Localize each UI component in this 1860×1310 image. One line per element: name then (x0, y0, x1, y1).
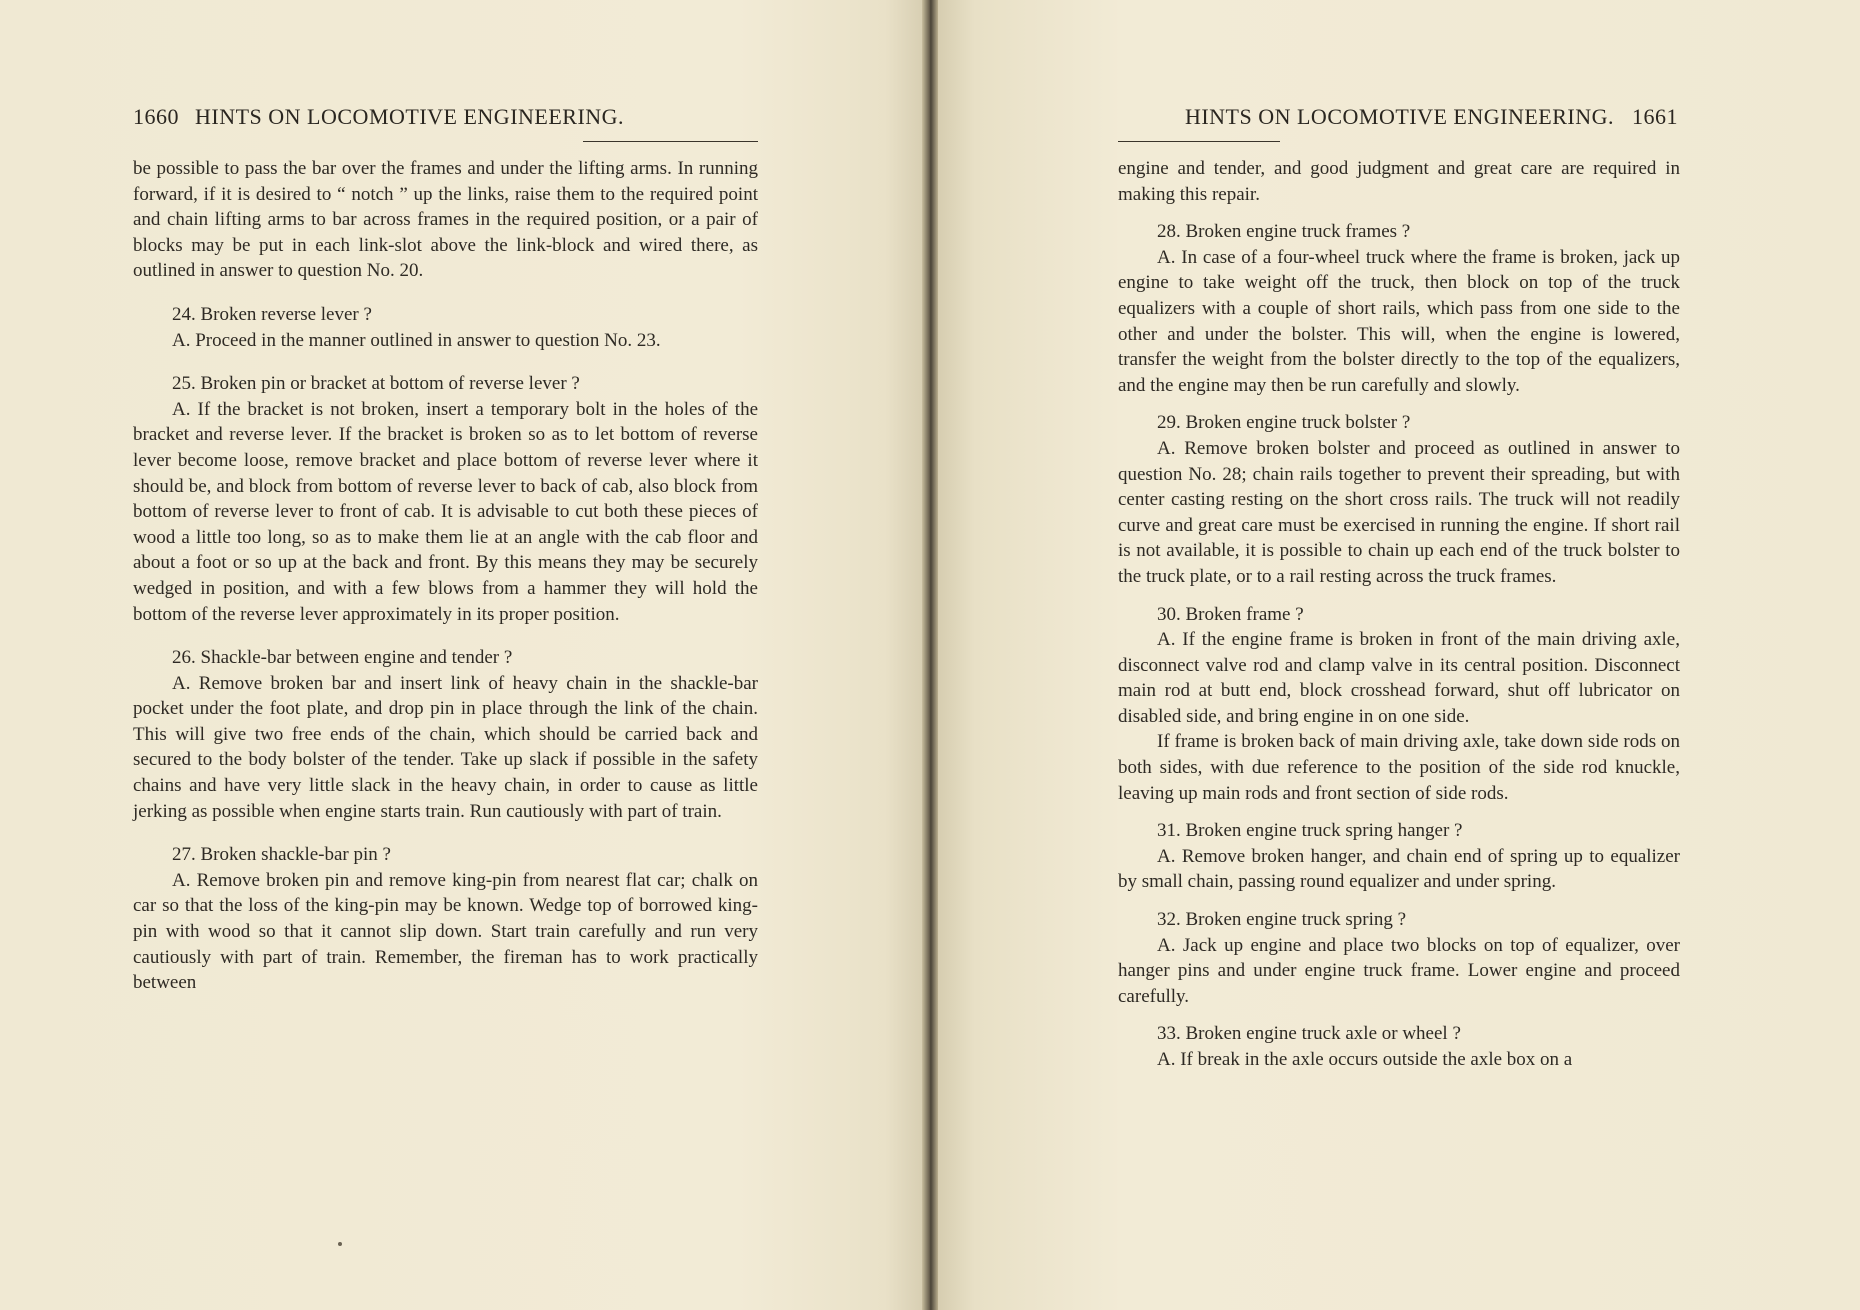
answer-32: A. Jack up engine and place two blocks on top of equalizer, over hanger pins and under engine truck frame. Lower engine and proceed carefully. (1118, 934, 1680, 1007)
question-33: 33. Broken engine truck axle or wheel ? (1157, 1023, 1461, 1045)
question-24: 24. Broken reverse lever ? (172, 303, 372, 325)
book-gutter (922, 0, 938, 1310)
answer-33: A. If break in the axle occurs outside the axle box on a (1157, 1049, 1573, 1070)
paper-speck (338, 1242, 342, 1246)
answer-31: A. Remove broken hanger, and chain end of spring up to equalizer by small chain, passing round equalizer and under spring. (1118, 845, 1680, 893)
right-page-number: 1661 (1632, 104, 1678, 129)
left-running-title: HINTS ON LOCOMOTIVE ENGINEERING. (195, 104, 625, 129)
question-28: 28. Broken engine truck frames ? (1157, 221, 1411, 243)
question-30: 30. Broken frame ? (1157, 603, 1304, 625)
right-header-rule (1118, 141, 1280, 142)
left-running-header (133, 104, 757, 130)
right-running-title: HINTS ON LOCOMOTIVE ENGINEERING. (1184, 104, 1614, 129)
answer-26: A. Remove broken bar and insert link of heavy chain in the shackle-bar pocket under the foot plate, and drop pin in place through the link of the chain. This will give two free ends of the chain, which should be carried back and secured to the body bolster of the tender. Take up slack if possible in the safety chains and have very little slack in the heavy chain, in order to cause as little jerking as possible when engine starts train. Run cautiously with part of train. (133, 672, 758, 822)
answer-30-continued: If frame is broken back of main driving axle, take down side rods on both sides, with due reference to the position of the side rod knuckle, leaving up main rods and front section of side rods. (1118, 731, 1680, 804)
answer-28: A. In case of a four-wheel truck where the frame is broken, jack up engine to take weight off the truck, then block on top of the truck equalizers with a couple of short rails, which pass from one side to the other and under the bolster. This will, when the engine is lowered, transfer the weight from the bolster directly to the top of the equalizers, and the engine may then be run carefully and slowly. (1118, 246, 1680, 396)
question-26: 26. Shackle-bar between engine and tender ? (172, 647, 513, 669)
answer-29: A. Remove broken bolster and proceed as outlined in answer to question No. 28; chain rails together to prevent their spreading, but with center casting resting on the short cross rails. The truck will not readily curve and great care must be exercised in running the engine. If short rail is not available, it is possible to chain up each end of the truck bolster to the truck plate, or to a rail resting across the truck frames. (1118, 437, 1680, 587)
left-continuation-paragraph: be possible to pass the bar over the frames and under the lifting arms. In running forward, if it is desired to “ notch ” up the links, raise them to the required point and chain lifting arms to bar across frames in the required position, or a pair of blocks may be put in each link-slot above the link-block and wired there, as outlined in answer to question No. 20. (133, 158, 758, 282)
answer-27: A. Remove broken pin and remove king-pin from nearest flat car; chalk on car so that the loss of the king-pin may be known. Wedge top of borrowed king-pin with wood so that it cannot slip down. Start train carefully and run very cautiously with part of train. Remember, the fireman has to work practically between (133, 869, 758, 994)
left-page-body (133, 156, 758, 996)
question-29: 29. Broken engine truck bolster ? (1157, 412, 1411, 434)
right-continuation-paragraph: engine and tender, and good judgment and great care are required in making this repair. (1118, 158, 1680, 205)
right-page-body (1118, 156, 1680, 1073)
answer-30: A. If the engine frame is broken in front of the main driving axle, disconnect valve rod and clamp valve in its central position. Disconnect main rod at butt end, block crosshead forward, shut off lubricator on disabled side, and bring engine in on one side. (1118, 629, 1680, 727)
question-32: 32. Broken engine truck spring ? (1157, 909, 1407, 931)
right-page (938, 0, 1860, 1310)
answer-25: A. If the bracket is not broken, insert a temporary bolt in the holes of the bracket and reverse lever. If the bracket is broken so as to let bottom of reverse lever become loose, remove bracket and place bottom of reverse lever where it should be, and block from bottom of reverse lever to back of cab, also block from bottom of reverse lever to front of cab. It is advisable to cut both these pieces of wood a little too long, so as to make them lie at an angle with the cab floor and about a foot or so up at the back and front. By this means they may be securely wedged in position, and with a few blows from a hammer they will hold the bottom of the reverse lever approximately in its proper position. (133, 398, 758, 625)
question-31: 31. Broken engine truck spring hanger ? (1157, 820, 1463, 842)
left-header-rule (583, 141, 758, 142)
left-page-number: 1660 (133, 104, 179, 129)
question-25: 25. Broken pin or bracket at bottom of reverse lever ? (172, 373, 580, 395)
right-running-header (1116, 104, 1678, 130)
question-27: 27. Broken shackle-bar pin ? (172, 844, 391, 866)
answer-24: A. Proceed in the manner outlined in answer to question No. 23. (172, 329, 661, 351)
left-page (0, 0, 922, 1310)
